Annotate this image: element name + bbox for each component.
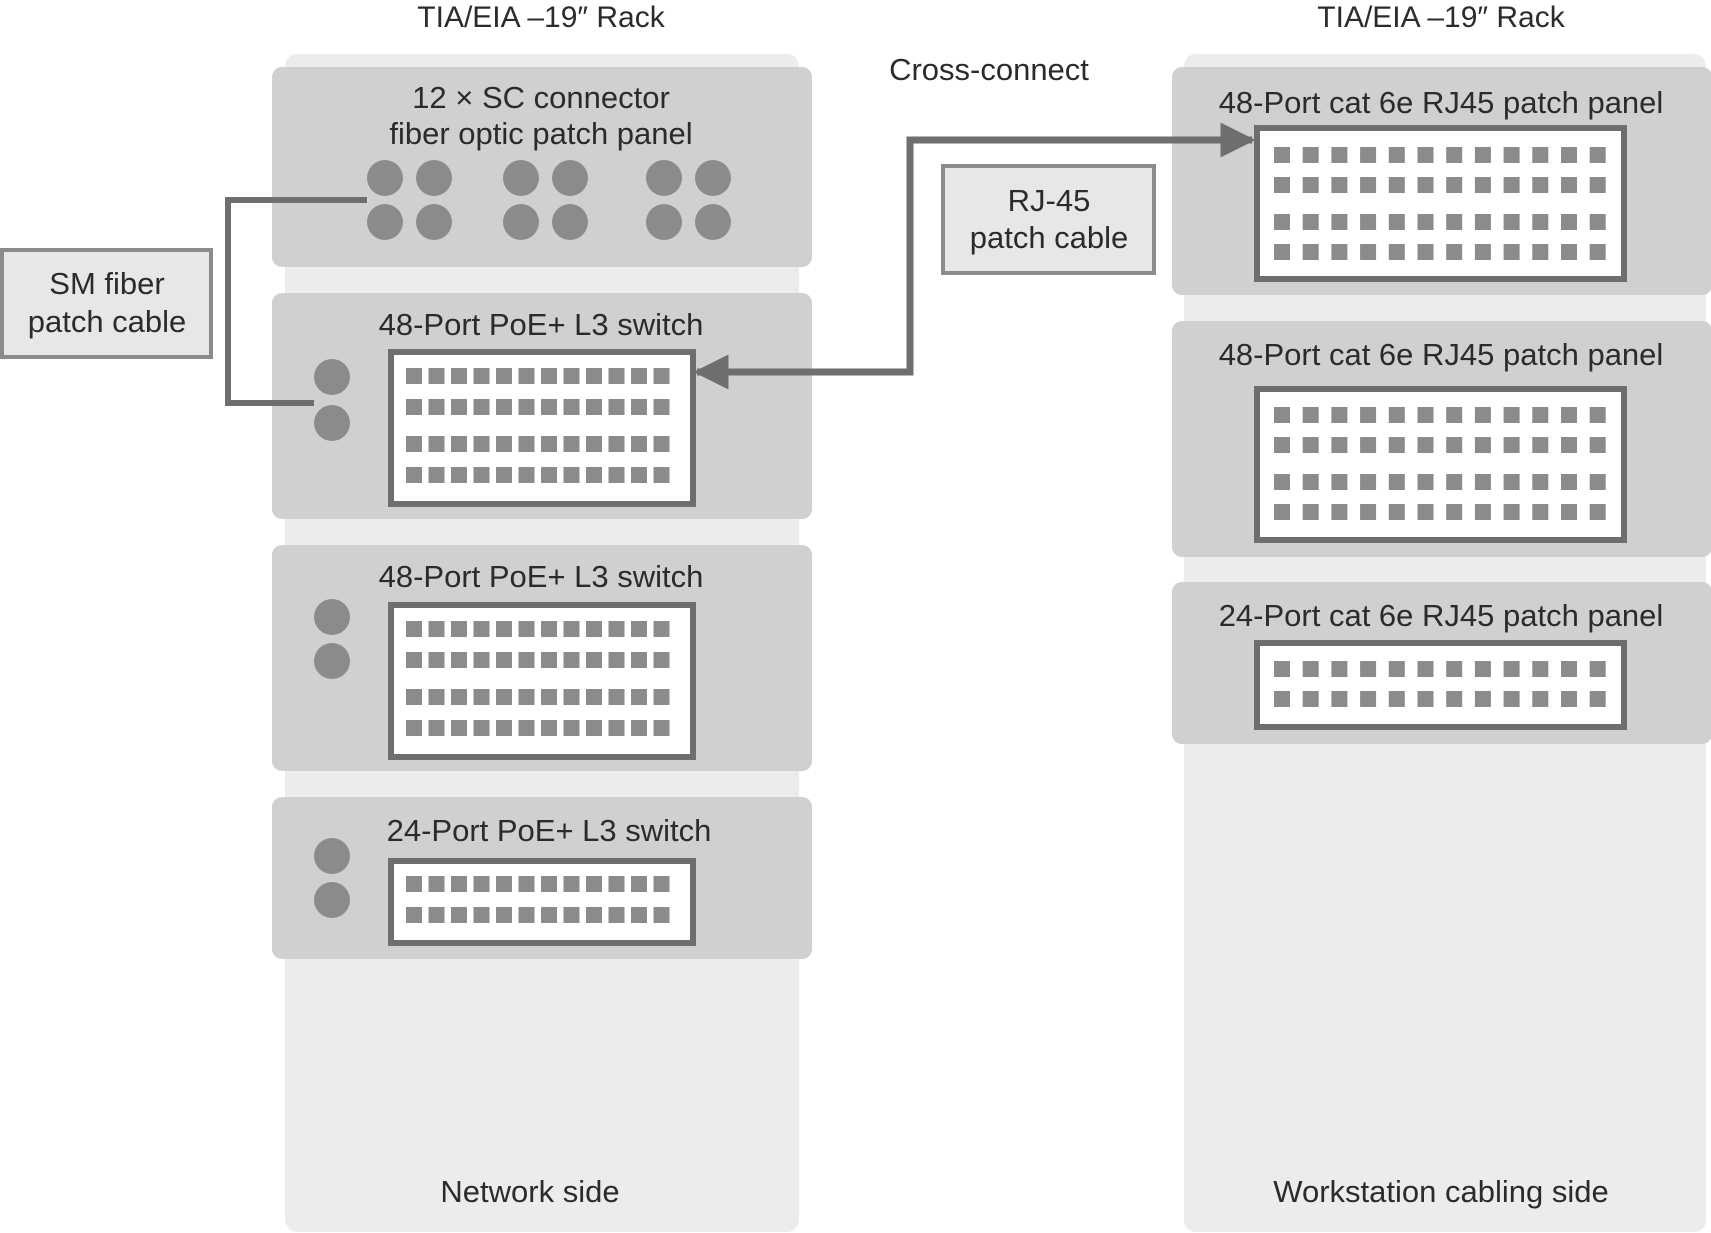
rj45-port bbox=[1504, 437, 1520, 453]
rj45-port bbox=[1475, 244, 1491, 260]
patch-panel-2-label: 48-Port cat 6e RJ45 patch panel bbox=[1218, 337, 1664, 372]
rj45-port bbox=[1446, 474, 1462, 490]
rj45-port bbox=[451, 368, 467, 384]
rj45-port bbox=[609, 621, 625, 637]
rj45-port bbox=[474, 720, 490, 736]
rj45-port bbox=[474, 436, 490, 452]
rj45-port bbox=[1532, 691, 1548, 707]
sm-fiber-callout-line2: patch cable bbox=[27, 304, 187, 339]
rj45-port bbox=[631, 368, 647, 384]
rj45-port bbox=[1331, 407, 1347, 423]
rj45-port bbox=[541, 621, 557, 637]
rj45-port bbox=[586, 720, 602, 736]
rj45-port bbox=[586, 907, 602, 923]
rj45-port bbox=[496, 689, 512, 705]
rj45-port bbox=[406, 720, 422, 736]
rj45-port bbox=[609, 399, 625, 415]
rj45-port bbox=[586, 652, 602, 668]
rj45-port bbox=[1504, 244, 1520, 260]
rj45-port bbox=[474, 876, 490, 892]
patch-panel-unit-3 bbox=[1172, 582, 1711, 744]
rj45-port bbox=[1331, 474, 1347, 490]
rj45-port bbox=[429, 689, 445, 705]
rj45-port bbox=[1590, 691, 1606, 707]
patch-panel-unit-1 bbox=[1172, 67, 1711, 295]
rj45-port bbox=[541, 720, 557, 736]
rj45-port bbox=[631, 720, 647, 736]
rj45-port bbox=[429, 436, 445, 452]
rj45-port bbox=[406, 436, 422, 452]
rj45-port bbox=[1389, 437, 1405, 453]
rj45-port bbox=[541, 467, 557, 483]
rj45-port bbox=[1303, 214, 1319, 230]
rj45-port bbox=[564, 368, 580, 384]
rj45-port bbox=[564, 876, 580, 892]
rj45-port bbox=[1360, 407, 1376, 423]
rj45-port bbox=[564, 467, 580, 483]
rj45-port bbox=[1532, 474, 1548, 490]
rj45-port bbox=[519, 368, 535, 384]
rj45-port bbox=[1590, 147, 1606, 163]
rj45-port bbox=[564, 621, 580, 637]
rj45-port bbox=[1360, 437, 1376, 453]
rj45-port bbox=[1532, 407, 1548, 423]
sc-connector bbox=[503, 160, 539, 196]
rj45-port bbox=[654, 436, 670, 452]
sc-connector bbox=[552, 204, 588, 240]
rj45-port bbox=[1389, 407, 1405, 423]
rj45-port bbox=[451, 907, 467, 923]
switch-3-port-frame bbox=[391, 861, 693, 943]
rj45-port bbox=[1303, 407, 1319, 423]
patch-panel-3-port-frame bbox=[1257, 643, 1624, 727]
switch-unit-3 bbox=[272, 797, 812, 959]
switch-1-label: 48-Port PoE+ L3 switch bbox=[378, 307, 704, 342]
rj45-port bbox=[1561, 407, 1577, 423]
rj45-port bbox=[609, 368, 625, 384]
rj45-port bbox=[429, 467, 445, 483]
rj45-port bbox=[519, 399, 535, 415]
rj45-port bbox=[406, 467, 422, 483]
rj45-port bbox=[609, 436, 625, 452]
rj45-port bbox=[1418, 177, 1434, 193]
rj45-port bbox=[474, 621, 490, 637]
rj45-port bbox=[1274, 437, 1290, 453]
rj45-port bbox=[429, 652, 445, 668]
rj45-port bbox=[564, 399, 580, 415]
rj45-port bbox=[429, 399, 445, 415]
rj45-port bbox=[519, 907, 535, 923]
rj45-port bbox=[519, 652, 535, 668]
rj45-port bbox=[496, 720, 512, 736]
rj45-port bbox=[631, 399, 647, 415]
rj45-port bbox=[1303, 504, 1319, 520]
rj45-port bbox=[654, 621, 670, 637]
rj45-port bbox=[609, 907, 625, 923]
rj45-port bbox=[1360, 177, 1376, 193]
rj45-port bbox=[474, 652, 490, 668]
rj45-port bbox=[406, 876, 422, 892]
rj45-port bbox=[496, 907, 512, 923]
rj45-port bbox=[1475, 177, 1491, 193]
rj45-port bbox=[586, 689, 602, 705]
rj45-port bbox=[1418, 244, 1434, 260]
rj45-port bbox=[1274, 244, 1290, 260]
rj45-port bbox=[1590, 661, 1606, 677]
rj45-port bbox=[1532, 177, 1548, 193]
sc-connector bbox=[416, 160, 452, 196]
rj45-port bbox=[474, 399, 490, 415]
rj45-port bbox=[586, 399, 602, 415]
rj45-port bbox=[1418, 407, 1434, 423]
sc-connector bbox=[695, 204, 731, 240]
switch-3-uplink-port bbox=[314, 838, 350, 874]
rj45-port bbox=[496, 652, 512, 668]
sm-fiber-callout bbox=[2, 250, 211, 357]
rj45-port bbox=[1532, 437, 1548, 453]
sc-connector bbox=[367, 160, 403, 196]
rj45-port bbox=[1504, 474, 1520, 490]
rj45-port bbox=[474, 689, 490, 705]
rj45-port bbox=[1446, 437, 1462, 453]
rj45-port bbox=[1475, 504, 1491, 520]
rj45-port bbox=[1446, 691, 1462, 707]
rj45-port bbox=[564, 907, 580, 923]
rj45-port bbox=[1274, 504, 1290, 520]
rj45-port bbox=[1360, 214, 1376, 230]
rj45-port bbox=[474, 467, 490, 483]
rj45-port bbox=[1274, 147, 1290, 163]
fiber-patch-panel-unit bbox=[272, 67, 812, 267]
rj45-port bbox=[1446, 214, 1462, 230]
rj45-port bbox=[1446, 147, 1462, 163]
rj45-port bbox=[451, 436, 467, 452]
rj45-port bbox=[1590, 407, 1606, 423]
left-rack-header: TIA/EIA –19″ Rack bbox=[417, 1, 665, 34]
rj45-port bbox=[1303, 691, 1319, 707]
rj45-port bbox=[1389, 661, 1405, 677]
rj45-port bbox=[1389, 214, 1405, 230]
rj45-port bbox=[496, 436, 512, 452]
rj45-port bbox=[1590, 214, 1606, 230]
rj45-port bbox=[1561, 691, 1577, 707]
patch-panel-unit-2 bbox=[1172, 321, 1711, 557]
rj45-port bbox=[586, 621, 602, 637]
rj45-port bbox=[609, 720, 625, 736]
right-rack-footer: Workstation cabling side bbox=[1273, 1174, 1609, 1209]
right-rack-header: TIA/EIA –19″ Rack bbox=[1317, 1, 1565, 34]
rj45-port bbox=[586, 467, 602, 483]
rj45-port bbox=[609, 689, 625, 705]
fiber-patch-panel-label-line2: fiber optic patch panel bbox=[389, 116, 693, 151]
rj45-port bbox=[519, 467, 535, 483]
rj45-port bbox=[1590, 177, 1606, 193]
rj45-port bbox=[654, 652, 670, 668]
rj45-port bbox=[1389, 504, 1405, 520]
rj45-port bbox=[541, 689, 557, 705]
rj45-port bbox=[1274, 474, 1290, 490]
left-rack-footer: Network side bbox=[440, 1174, 620, 1209]
rj45-port bbox=[1561, 214, 1577, 230]
rj45-port bbox=[1389, 244, 1405, 260]
rj45-port bbox=[1389, 474, 1405, 490]
rj45-port bbox=[541, 368, 557, 384]
rj45-port bbox=[1590, 474, 1606, 490]
rj45-port bbox=[654, 720, 670, 736]
rj45-port bbox=[406, 689, 422, 705]
rj45-port bbox=[1274, 691, 1290, 707]
rj45-port bbox=[519, 621, 535, 637]
rj45-port bbox=[1561, 437, 1577, 453]
rj45-port bbox=[451, 652, 467, 668]
cross-connect-label: Cross-connect bbox=[889, 52, 1089, 87]
rj45-port bbox=[1590, 437, 1606, 453]
rj45-port bbox=[496, 368, 512, 384]
rj45-port bbox=[631, 467, 647, 483]
rj45-port bbox=[1561, 504, 1577, 520]
rj45-port bbox=[564, 720, 580, 736]
rj45-port bbox=[451, 720, 467, 736]
patch-panel-1-label: 48-Port cat 6e RJ45 patch panel bbox=[1218, 85, 1664, 120]
rj45-port bbox=[1446, 177, 1462, 193]
rj45-port bbox=[1475, 437, 1491, 453]
rj45-port bbox=[1504, 691, 1520, 707]
rj45-port bbox=[1532, 147, 1548, 163]
rj45-port bbox=[429, 907, 445, 923]
rj45-port bbox=[406, 907, 422, 923]
rj45-port bbox=[451, 467, 467, 483]
rj45-port bbox=[586, 876, 602, 892]
rj45-port bbox=[1475, 147, 1491, 163]
sc-connector bbox=[646, 204, 682, 240]
rj45-port bbox=[1475, 407, 1491, 423]
rj45-port bbox=[1360, 244, 1376, 260]
rj45-port bbox=[631, 876, 647, 892]
switch-2-uplink-port bbox=[314, 599, 350, 635]
rj45-port bbox=[1389, 147, 1405, 163]
rj45-port bbox=[1360, 691, 1376, 707]
rj45-port bbox=[654, 907, 670, 923]
rj45-port bbox=[1331, 244, 1347, 260]
rj45-port bbox=[1360, 504, 1376, 520]
switch-3-label: 24-Port PoE+ L3 switch bbox=[386, 813, 712, 848]
rj45-port bbox=[451, 689, 467, 705]
rj45-port bbox=[519, 720, 535, 736]
rj45-port bbox=[429, 720, 445, 736]
sc-connector bbox=[552, 160, 588, 196]
rj45-port bbox=[1504, 407, 1520, 423]
rj45-port bbox=[1532, 504, 1548, 520]
rj45-port bbox=[1418, 147, 1434, 163]
switch-3-uplink-port bbox=[314, 882, 350, 918]
rj45-port bbox=[1532, 244, 1548, 260]
rj45-port bbox=[1303, 177, 1319, 193]
rj45-port bbox=[631, 621, 647, 637]
rj45-port bbox=[631, 436, 647, 452]
sc-connector bbox=[367, 204, 403, 240]
rj45-port bbox=[1389, 691, 1405, 707]
rj45-port bbox=[1360, 147, 1376, 163]
rj45-port bbox=[1418, 214, 1434, 230]
rj45-port bbox=[1561, 177, 1577, 193]
rj45-port bbox=[1590, 244, 1606, 260]
rj45-port bbox=[1418, 691, 1434, 707]
rj45-port bbox=[586, 368, 602, 384]
rj45-port bbox=[1331, 691, 1347, 707]
rj45-port bbox=[1418, 474, 1434, 490]
rj45-port bbox=[1446, 504, 1462, 520]
rj45-port bbox=[1561, 244, 1577, 260]
switch-2-uplink-port bbox=[314, 643, 350, 679]
rj45-port bbox=[406, 621, 422, 637]
rj45-port bbox=[1274, 177, 1290, 193]
rj45-port bbox=[1418, 437, 1434, 453]
patch-panel-3-label: 24-Port cat 6e RJ45 patch panel bbox=[1218, 598, 1664, 633]
rj45-port bbox=[1360, 661, 1376, 677]
rj45-port bbox=[1504, 214, 1520, 230]
rj45-port bbox=[1475, 474, 1491, 490]
rj45-port bbox=[1418, 661, 1434, 677]
rj45-port bbox=[1331, 504, 1347, 520]
rj45-port bbox=[1446, 661, 1462, 677]
rj45-port bbox=[1446, 407, 1462, 423]
rj45-port bbox=[631, 907, 647, 923]
rj45-port bbox=[451, 399, 467, 415]
rj45-port bbox=[496, 621, 512, 637]
rj45-port bbox=[1303, 474, 1319, 490]
rj45-port bbox=[1504, 504, 1520, 520]
switch-1-uplink-port bbox=[314, 359, 350, 395]
rj45-port bbox=[541, 436, 557, 452]
rj45-port bbox=[654, 467, 670, 483]
rj45-port bbox=[631, 689, 647, 705]
rj45-port bbox=[519, 876, 535, 892]
sm-fiber-callout-line1: SM fiber bbox=[49, 266, 165, 301]
rj45-port bbox=[1475, 661, 1491, 677]
rj45-port bbox=[541, 399, 557, 415]
rj45-port bbox=[1303, 661, 1319, 677]
rj45-port bbox=[429, 621, 445, 637]
rj45-port bbox=[519, 436, 535, 452]
fiber-patch-panel-label-line1: 12 × SC connector bbox=[412, 80, 670, 115]
rj45-port bbox=[1331, 437, 1347, 453]
rj45-port bbox=[1532, 214, 1548, 230]
rj45-port bbox=[654, 689, 670, 705]
rj45-port bbox=[1561, 147, 1577, 163]
rj45-callout-line1: RJ-45 bbox=[1007, 183, 1091, 218]
rj45-port bbox=[1303, 244, 1319, 260]
rj45-port bbox=[406, 368, 422, 384]
rj45-port bbox=[631, 652, 647, 668]
rj45-port bbox=[1274, 214, 1290, 230]
sc-connector bbox=[503, 204, 539, 240]
rj45-port bbox=[1389, 177, 1405, 193]
rj45-port bbox=[496, 399, 512, 415]
rj45-port bbox=[609, 652, 625, 668]
rj45-port bbox=[1331, 214, 1347, 230]
rj45-callout bbox=[943, 166, 1154, 273]
rj45-port bbox=[1331, 177, 1347, 193]
rj45-port bbox=[1446, 244, 1462, 260]
rj45-port bbox=[519, 689, 535, 705]
rj45-port bbox=[541, 876, 557, 892]
rj45-port bbox=[496, 876, 512, 892]
rj45-port bbox=[564, 689, 580, 705]
rj45-port bbox=[654, 876, 670, 892]
rj45-port bbox=[564, 652, 580, 668]
switch-2-label: 48-Port PoE+ L3 switch bbox=[378, 559, 704, 594]
rj45-port bbox=[609, 467, 625, 483]
rj45-port bbox=[1331, 661, 1347, 677]
rj45-port bbox=[1504, 177, 1520, 193]
rj45-port bbox=[429, 368, 445, 384]
rj45-port bbox=[541, 652, 557, 668]
rj45-port bbox=[1274, 407, 1290, 423]
rj45-port bbox=[474, 368, 490, 384]
rj45-port bbox=[1561, 661, 1577, 677]
rj45-port bbox=[609, 876, 625, 892]
rj45-port bbox=[474, 907, 490, 923]
rj45-port bbox=[1532, 661, 1548, 677]
rj45-port bbox=[1590, 504, 1606, 520]
rj45-port bbox=[1504, 661, 1520, 677]
sc-connector bbox=[646, 160, 682, 196]
rj45-port bbox=[496, 467, 512, 483]
rj45-port bbox=[1303, 147, 1319, 163]
rj45-port bbox=[654, 399, 670, 415]
rj45-port bbox=[1504, 147, 1520, 163]
rj45-port bbox=[429, 876, 445, 892]
rj45-port bbox=[654, 368, 670, 384]
rj45-port bbox=[1331, 147, 1347, 163]
rj45-port bbox=[1418, 504, 1434, 520]
switch-1-uplink-port bbox=[314, 405, 350, 441]
rj45-port bbox=[406, 399, 422, 415]
rj45-port bbox=[541, 907, 557, 923]
rj45-port bbox=[1360, 474, 1376, 490]
switch-unit-1 bbox=[272, 293, 812, 519]
switch-unit-2 bbox=[272, 545, 812, 771]
rj45-port bbox=[451, 876, 467, 892]
rj45-port bbox=[406, 652, 422, 668]
sc-connector bbox=[416, 204, 452, 240]
sc-connector bbox=[695, 160, 731, 196]
rj45-port bbox=[1303, 437, 1319, 453]
rj45-port bbox=[1475, 214, 1491, 230]
rj45-port bbox=[1475, 691, 1491, 707]
rj45-port bbox=[586, 436, 602, 452]
rj45-port bbox=[451, 621, 467, 637]
rj45-callout-line2: patch cable bbox=[969, 220, 1129, 255]
rj45-port bbox=[1561, 474, 1577, 490]
rj45-port bbox=[1274, 661, 1290, 677]
rj45-port bbox=[564, 436, 580, 452]
